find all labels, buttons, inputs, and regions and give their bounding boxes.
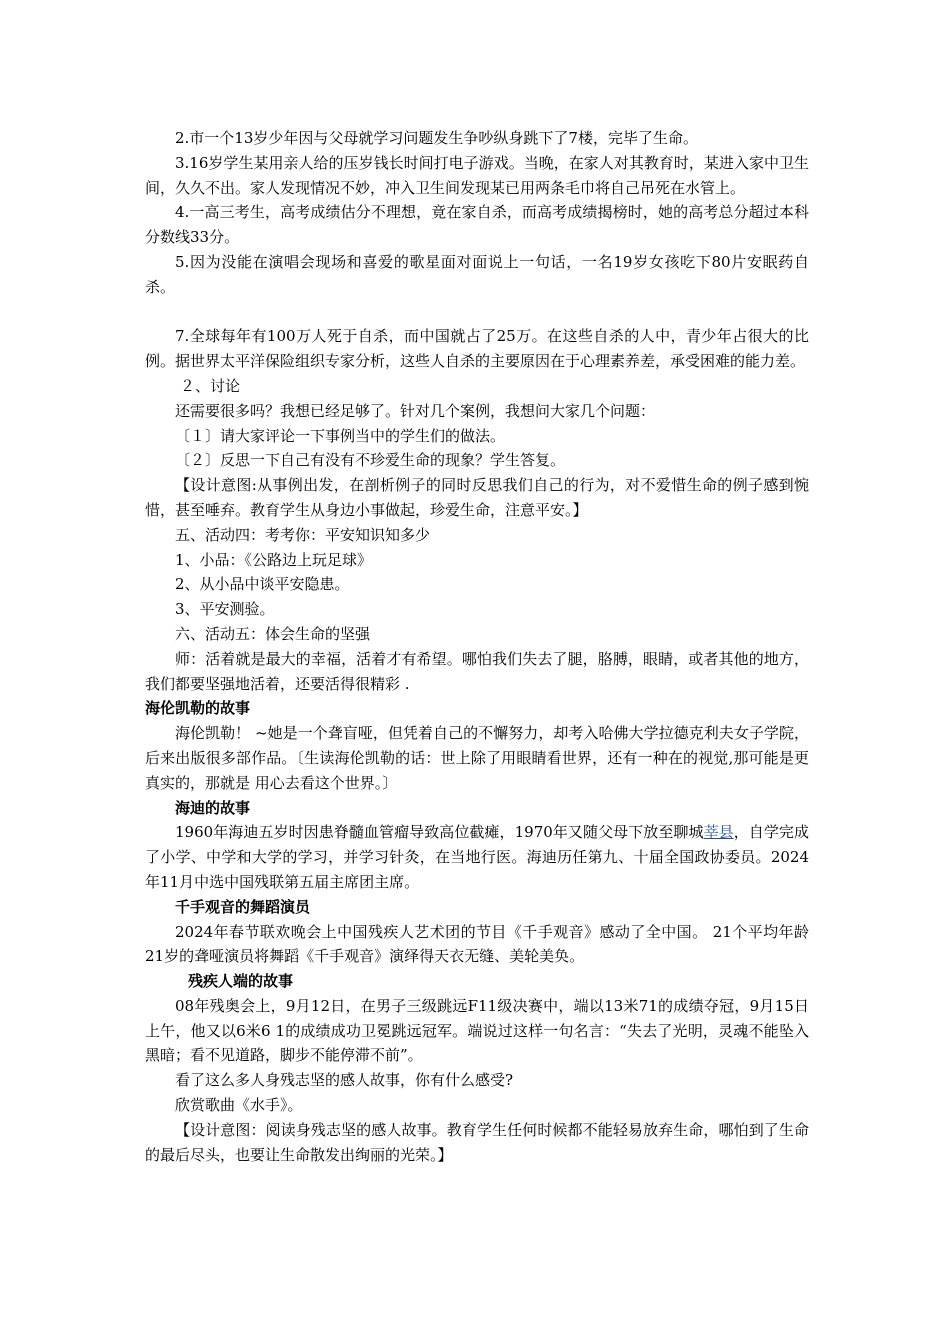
activity-4-title: 五、活动四：考考你：平安知识知多少 (175, 525, 431, 544)
activity-4-item-3: 3、平安测验。 (175, 600, 275, 619)
haidi-story (145, 820, 809, 894)
discussion-intro: 还需要很多吗？我想已经足够了。针对几个案例，我想问大家几个问题： (175, 401, 656, 420)
duan-story: 08年残奥会上，9月12日，在男子三级跳远F11级决赛中，端以13米71的成绩夺冠，9月15日上午，他又以6米6 1的成绩成功卫冕跳远冠军。端说过这样一句名言：“失去了光明，灵魂不能坠入黑暗；看不见道路，脚步不能停滞不前”。 (145, 996, 809, 1065)
activity-4-item-2: 2、从小品中谈平安隐患。 (175, 575, 350, 594)
activity-5-title: 六、活动五：体会生命的坚强 (175, 624, 371, 643)
design-intent-2: 【设计意图：阅读身残志坚的感人故事。教育学生任何时候都不能轻易放弃生命，哪怕到了生命的最后尽头，也要让生命散发出绚丽的光荣。】 (145, 1120, 809, 1164)
blank-line (145, 300, 809, 325)
shenxian-link[interactable]: 莘县 (703, 823, 734, 842)
helen-keller-heading: 海伦凯勒的故事 (145, 699, 251, 718)
design-intent-1: 【设计意图:从事例出发，在剖析例子的同时反思我们自己的行为，对不爱惜生命的例子感到惋惜，甚至唾弃。教育学生从身边小事做起，珍爱生命，注意平安。】 (145, 476, 809, 519)
activity-4-item-1: 1、小品：《公路边上玩足球》 (175, 550, 373, 569)
case-5: 5.因为没能在演唱会现场和喜爱的歌星面对面说上一句话，一名19岁女孩吃下80片安眠药自杀。 (145, 252, 809, 296)
song-appreciation: 欣赏歌曲《水手》。 (175, 1096, 303, 1115)
haidi-heading: 海迪的故事 (175, 798, 251, 817)
helen-keller-story: 海伦凯勒！ ~她是一个聋盲哑，但凭着自己的不懈努力，却考入哈佛大学拉德克利夫女子学院，后来出版很多部作品。〔生读海伦凯勒的话：世上除了用眼睛看世界，还有一种在的视觉,那可能是更真实的，那就是 用心去看这个世界。〕 (145, 724, 809, 792)
case-7: 7.全球每年有100万人死于自杀，而中国就占了25万。在这些自杀的人中，青少年占很大的比例。据世界太平洋保险组织专家分析，这些人自杀的主要原因在于心理素养差，承受困难的能力差。 (145, 327, 809, 371)
closing-question: 看了这么多人身残志坚的感人故事，你有什么感受? (175, 1071, 514, 1090)
discussion-heading: ２、讨论 (180, 376, 241, 395)
case-4: 4.一高三考生，高考成绩估分不理想，竟在家自杀，而高考成绩揭榜时，她的高考总分超过本科分数线33分。 (145, 203, 809, 247)
discussion-question-1: 〔１〕请大家评论一下事例当中的学生们的做法。 (175, 426, 506, 445)
dance-heading: 千手观音的舞蹈演员 (175, 897, 311, 916)
dance-story: 2024年春节联欢晚会上中国残疾人艺术团的节目《千手观音》感动了全中国。 21个平均年龄21岁的聋哑演员将舞蹈《千手观音》演绎得天衣无缝、美轮美奂。 (145, 922, 809, 966)
case-3: 3.16岁学生某用亲人给的压岁钱长时间打电子游戏。当晚，在家人对其教育时，某进入家中卫生间，久久不出。家人发现情况不妙，冲入卫生间发现某已用两条毛巾将自己吊死在水管上。 (145, 153, 809, 197)
document-page (145, 126, 809, 1167)
haidi-story-part-1: 1960年海迪五岁时因患脊髓血管瘤导致高位截瘫，1970年又随父母下放至聊城 (175, 823, 704, 842)
duan-heading: 残疾人端的故事 (188, 972, 294, 991)
case-2: 2.市一个13岁少年因与父母就学习问题发生争吵纵身跳下了7楼，完毕了生命。 (175, 129, 698, 147)
haidi-story-part-2: ，自学完成了小学、中学和大学的学习，并学习针灸，在当地行医。海迪历任第九、十届全国政协委员。2024年11月中选中国残联第五届主席团主席。 (145, 823, 809, 891)
teacher-remark: 师：活着就是最大的幸福，活着才有希望。哪怕我们失去了腿，胳膊，眼睛，或者其他的地方，我们都要坚强地活着，还要活得很精彩 . (145, 649, 809, 693)
discussion-question-2: 〔２〕反思一下自己有没有不珍爱生命的现象？学生答复。 (175, 451, 566, 470)
